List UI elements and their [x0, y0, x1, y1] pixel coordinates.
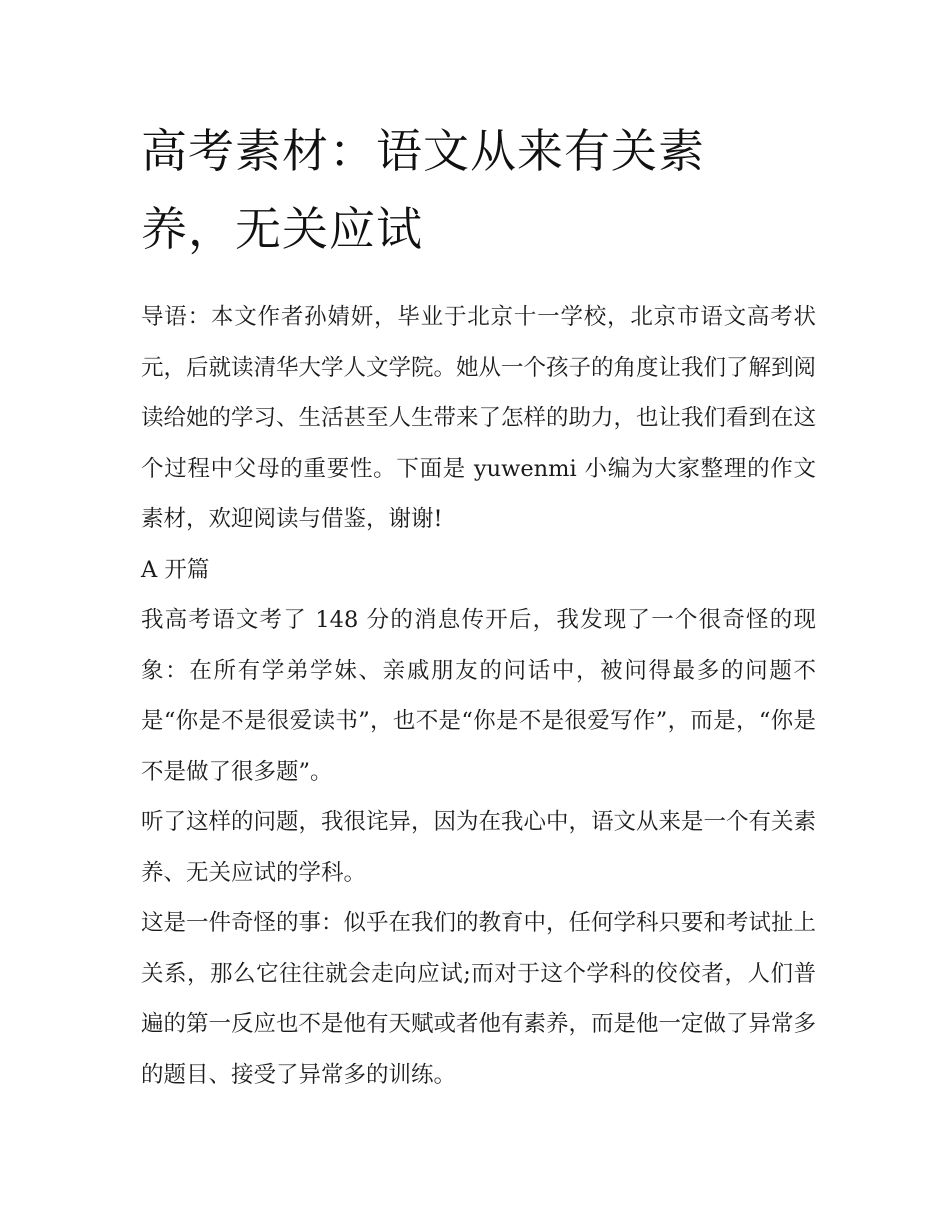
section-heading: A 开篇 [141, 556, 210, 583]
body-paragraph: 我高考语文考了 148 分的消息传开后，我发现了一个很奇怪的现象：在所有学弟学妹、亲戚朋友的问话中，被问得最多的问题不是“你是不是很爱读书”，也不是“你是不是很爱写作”，而是，“你是不是做了很多题”。 [141, 607, 816, 785]
body-paragraph: 这是一件奇怪的事：似乎在我们的教育中，任何学科只要和考试扯上关系，那么它往往就会走向应试;而对于这个学科的佼佼者，人们普遍的第一反应也不是他有天赋或者他有素养，而是他一定做了异常多的题目、接受了异常多的训练。 [141, 910, 817, 1088]
intro-paragraph: 导语：本文作者孙婧妍，毕业于北京十一学校，北京市语文高考状元，后就读清华大学人文学院。她从一个孩子的角度让我们了解到阅读给她的学习、生活甚至人生带来了怎样的助力，也让我们看到在这个过程中父母的重要性。下面是 yuwenmi 小编为大家整理的作文素材，欢迎阅读与借鉴，谢谢! [141, 304, 817, 532]
document-title: 高考素材：语文从来有关素养，无关应试 [141, 124, 705, 256]
body-paragraph: 听了这样的问题，我很诧异，因为在我心中，语文从来是一个有关素养、无关应试的学科。 [141, 809, 817, 886]
document-body [141, 112, 816, 1100]
